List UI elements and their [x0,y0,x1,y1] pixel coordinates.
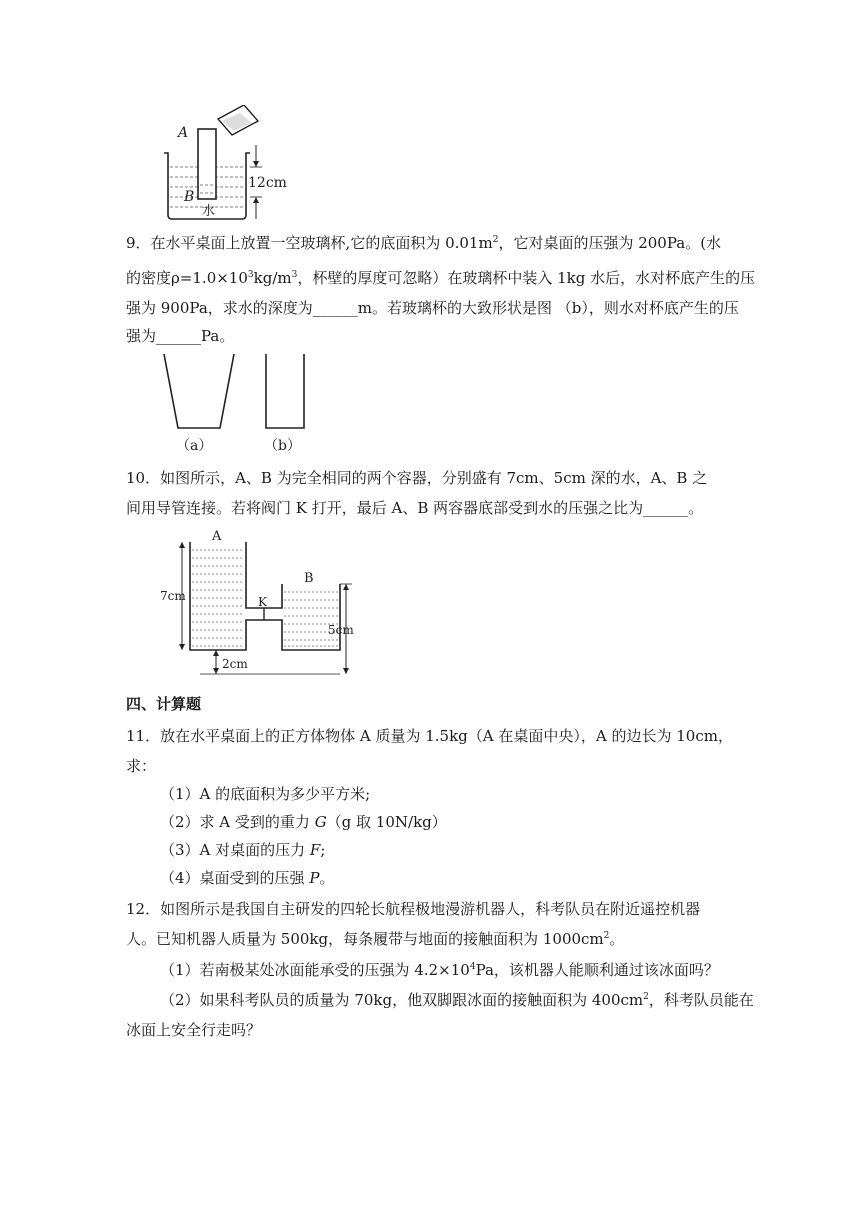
fig10-label-2cm: 2cm [222,657,248,671]
fig9-label-a: （a） [176,438,213,454]
fig10-label-k: K [258,595,267,609]
q9-line-3: 强为 900Pa，求水的深度为______m。若玻璃杯的大致形状是图 （b），则水对杯底产生的压 [126,299,739,317]
q12-item-2: （2）如果科考队员的质量为 70kg，他双脚跟冰面的接触面积为 $400cm^2$，科考队员能在 [160,991,754,1009]
q9-line-1: 9．在水平桌面上放置一空玻璃杯,它的底面积为 $0.01m^2$，它对桌面的压强为 200Pa。(水 [126,234,722,252]
figure-q8-beaker [160,105,300,223]
fig9-label-b: （b） [264,438,301,454]
q11-item-4: （4）桌面受到的压强 P。 [160,869,335,887]
q12-item-2-line-2: 冰面上安全行走吗？ [126,1021,262,1039]
q9-line-2: 的密度$\rho=1.0\times 10^3kg/m^3$，杯壁的厚度可忽略）在玻璃杯中装入 1kg 水后，水对杯底产生的压 [126,269,756,287]
fig10-label-7cm: 7cm [160,589,186,603]
figure-q10-connected-vessels [160,528,370,678]
q11-item-2: （2）求 A 受到的重力 G（g 取 10N/kg） [160,813,447,831]
fig10-label-a: A [212,529,222,544]
q11-item-1: （1）A 的底面积为多少平方米; [160,785,371,803]
q11-item-3: （3）A 对桌面的压力 F; [160,841,326,859]
fig8-label-b: B [184,189,195,205]
fig10-label-b: B [304,571,314,586]
figure-q9-cups [160,350,320,458]
q12-line-1: 12．如图所示是我国自主研发的四轮长航程极地漫游机器人，科考队员在附近遥控机器 [126,900,701,918]
fig8-label-depth: 12cm [248,175,287,191]
fig10-label-5cm: 5cm [328,623,354,637]
section-heading: 四、计算题 [126,695,202,713]
q11-line-1: 11．放在水平桌面上的正方体物体 A 质量为 1.5kg（A 在桌面中央），A 的边长为 10cm， [126,727,733,745]
fig8-label-water: 水 [202,204,216,219]
q10-line-1: 10．如图所示，A、B 为完全相同的两个容器，分别盛有 7cm、5cm 深的水，A、B 之 [126,469,708,487]
q9-line-4: 强为______Pa。 [126,327,235,345]
fig8-label-a: A [178,125,189,141]
q12-line-2: 人。已知机器人质量为 500kg，每条履带与地面的接触面积为 $1000cm^2$。 [126,930,625,948]
q10-line-2: 间用导管连接。若将阀门 K 打开，最后 A、B 两容器底部受到水的压强之比为______。 [126,499,704,517]
q12-item-1: （1）若南极某处冰面能承受的压强为 $4.2\times 10^4Pa$，该机器人能顺利通过该冰面吗？ [160,961,719,979]
q11-line-2: 求： [126,757,157,775]
